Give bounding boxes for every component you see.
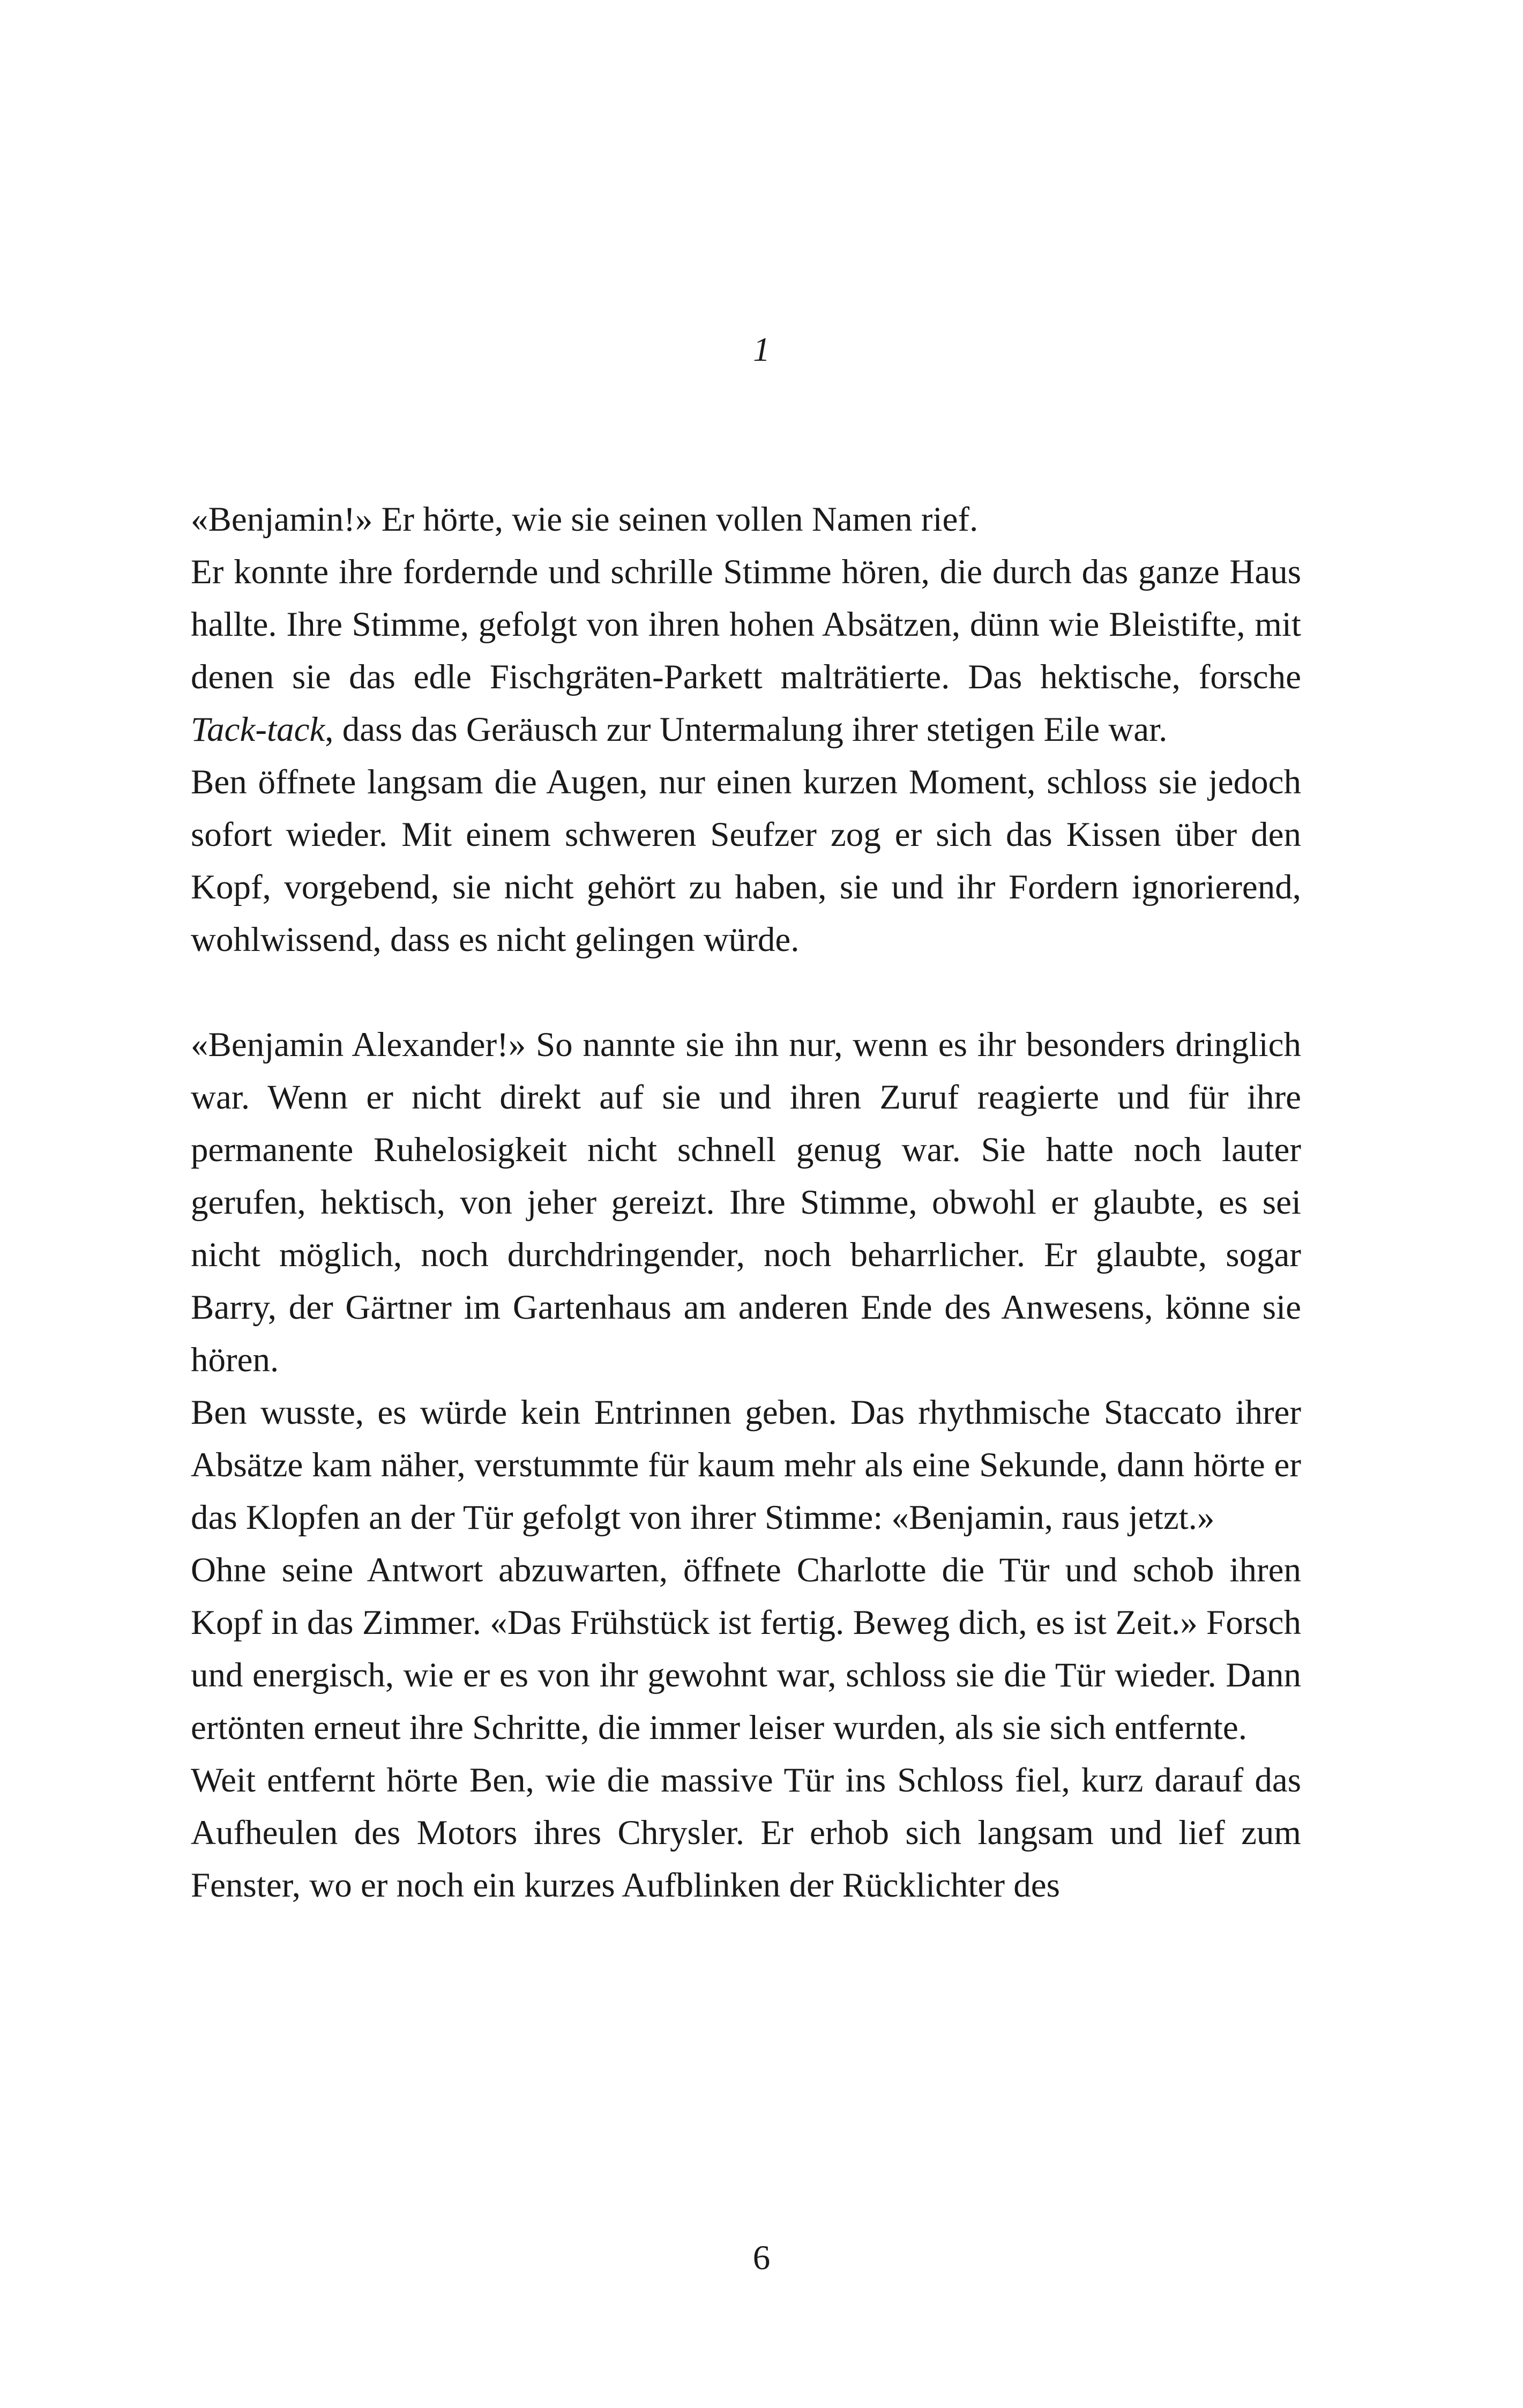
chapter-number: 1 — [753, 330, 770, 368]
paragraph-text: Er konnte ihre fordernde und schrille Stimme hören, die durch das ganze Haus hallte. Ihre Stimme, gefolgt von ihren hohen Absätzen, dünn wie Bleistifte, mit denen sie das edle Fischgräten-Parkett malträtierte. Das hektische, forsche — [191, 553, 1301, 696]
paragraph — [191, 493, 1301, 546]
paragraph-text: Ben öffnete langsam die Augen, nur einen kurzen Moment, schloss sie jedoch sofort wieder. Mit einem schweren Seufzer zog er sich das Kissen über den Kopf, vorgebend, sie nicht gehört zu haben, sie und ihr Fordern ignorierend, wohlwissend, dass es nicht gelingen würde. — [191, 763, 1301, 959]
body-text — [191, 493, 1301, 1912]
paragraph — [191, 546, 1301, 756]
paragraph-text: Ohne seine Antwort abzuwarten, öffnete Charlotte die Tür und schob ihren Kopf in das Zimmer. «Das Frühstück ist fertig. Beweg dich, es ist Zeit.» Forsch und energisch, wie er es von ihr gewohnt war, schloss sie die Tür wieder. Dann ertönten erneut ihre Schritte, die immer leiser wurden, als sie sich entfernte. — [191, 1551, 1301, 1747]
paragraph-text: Ben wusste, es würde kein Entrinnen geben. Das rhythmische Staccato ihrer Absätze kam näher, verstummte für kaum mehr als eine Sekunde, dann hörte er das Klopfen an der Tür gefolgt von ihrer Stimme: «Benjamin, raus jetzt.» — [191, 1393, 1301, 1537]
paragraph-text: «Benjamin!» Er hörte, wie sie seinen vollen Namen rief. — [191, 500, 979, 539]
paragraph-text: «Benjamin Alexander!» So nannte sie ihn nur, wenn es ihr besonders dringlich war. Wenn er nicht direkt auf sie und ihren Zuruf reagierte und für ihre permanente Ruhelosigkeit nicht schnell genug war. Sie hatte noch lauter gerufen, hektisch, von jeher gereizt. Ihre Stimme, obwohl er glaubte, es sei nicht möglich, noch durchdringender, noch beharrlicher. Er glaubte, sogar Barry, der Gärtner im Gartenhaus am anderen Ende des Anwesens, könne sie hören. — [191, 1025, 1301, 1379]
paragraph-text: , dass das Geräusch zur Untermalung ihrer stetigen Eile war. — [325, 710, 1168, 749]
emphasized-text: Tack-tack — [191, 710, 325, 749]
page-number: 6 — [752, 2239, 771, 2277]
paragraph — [191, 1019, 1301, 1386]
paragraph — [191, 1544, 1301, 1754]
paragraph — [191, 1754, 1301, 1912]
paragraph-text: Weit entfernt hörte Ben, wie die massive Tür ins Schloss fiel, kurz darauf das Aufheulen des Motors ihres Chrysler. Er erhob sich langsam und lief zum Fenster, wo er noch ein kurzes Aufblinken der Rücklichter des — [191, 1761, 1301, 1905]
paragraph — [191, 1386, 1301, 1544]
paragraph — [191, 756, 1301, 966]
